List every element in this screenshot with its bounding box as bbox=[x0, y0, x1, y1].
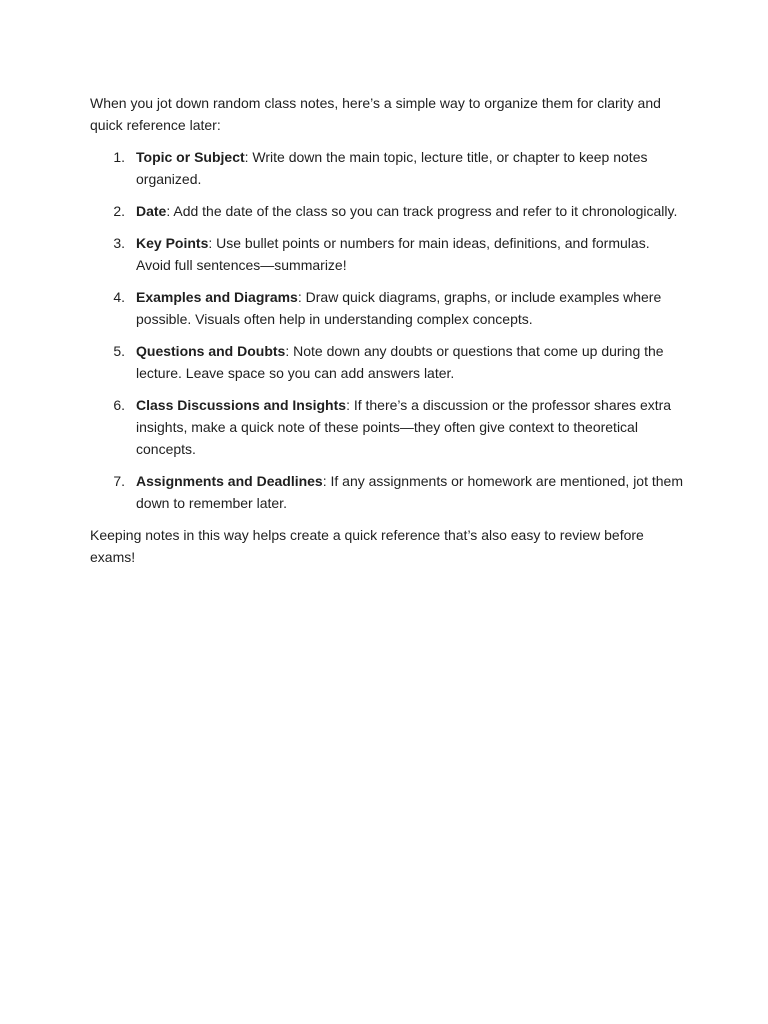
list-item-key-points bbox=[90, 232, 684, 276]
list-text: : If there’s a discussion or the professor shares extra insights, make a quick note of these points—they often give context to theoretical concepts. bbox=[136, 397, 672, 457]
notes-list bbox=[90, 146, 683, 514]
list-number: 4. bbox=[113, 289, 125, 305]
list-item-examples bbox=[90, 286, 684, 330]
list-number: 7. bbox=[113, 473, 125, 489]
list-term: Examples and Diagrams bbox=[136, 289, 298, 305]
list-term: Assignments and Deadlines bbox=[136, 473, 323, 489]
list-text: : Draw quick diagrams, graphs, or include examples where possible. Visuals often help in understanding complex concepts. bbox=[136, 289, 662, 327]
list-term: Questions and Doubts bbox=[136, 343, 286, 359]
list-text: : Use bullet points or numbers for main ideas, definitions, and formulas. Avoid full sentences—summarize! bbox=[136, 235, 650, 273]
list-term: Topic or Subject bbox=[136, 149, 245, 165]
list-number: 1. bbox=[113, 149, 125, 165]
intro-paragraph: When you jot down random class notes, here’s a simple way to organize them for clarity and quick reference later: bbox=[90, 95, 661, 133]
list-item-assignments bbox=[90, 470, 684, 514]
list-text: : Add the date of the class so you can track progress and refer to it chronologically. bbox=[166, 203, 678, 219]
list-number: 3. bbox=[113, 235, 125, 251]
list-term: Date bbox=[136, 203, 167, 219]
list-term: Class Discussions and Insights bbox=[136, 397, 347, 413]
list-text: : Write down the main topic, lecture title, or chapter to keep notes organized. bbox=[136, 149, 648, 187]
list-item-discussions bbox=[90, 394, 684, 460]
list-item-date bbox=[90, 200, 684, 222]
list-item-topic bbox=[90, 146, 684, 190]
list-number: 6. bbox=[113, 397, 125, 413]
list-item-questions bbox=[90, 340, 684, 384]
list-number: 5. bbox=[113, 343, 125, 359]
list-text: : Note down any doubts or questions that come up during the lecture. Leave space so you can add answers later. bbox=[136, 343, 664, 381]
closing-paragraph: Keeping notes in this way helps create a quick reference that’s also easy to review before exams! bbox=[90, 527, 644, 565]
list-term: Key Points bbox=[136, 235, 209, 251]
list-text: : If any assignments or homework are mentioned, jot them down to remember later. bbox=[136, 473, 683, 511]
list-number: 2. bbox=[113, 203, 125, 219]
